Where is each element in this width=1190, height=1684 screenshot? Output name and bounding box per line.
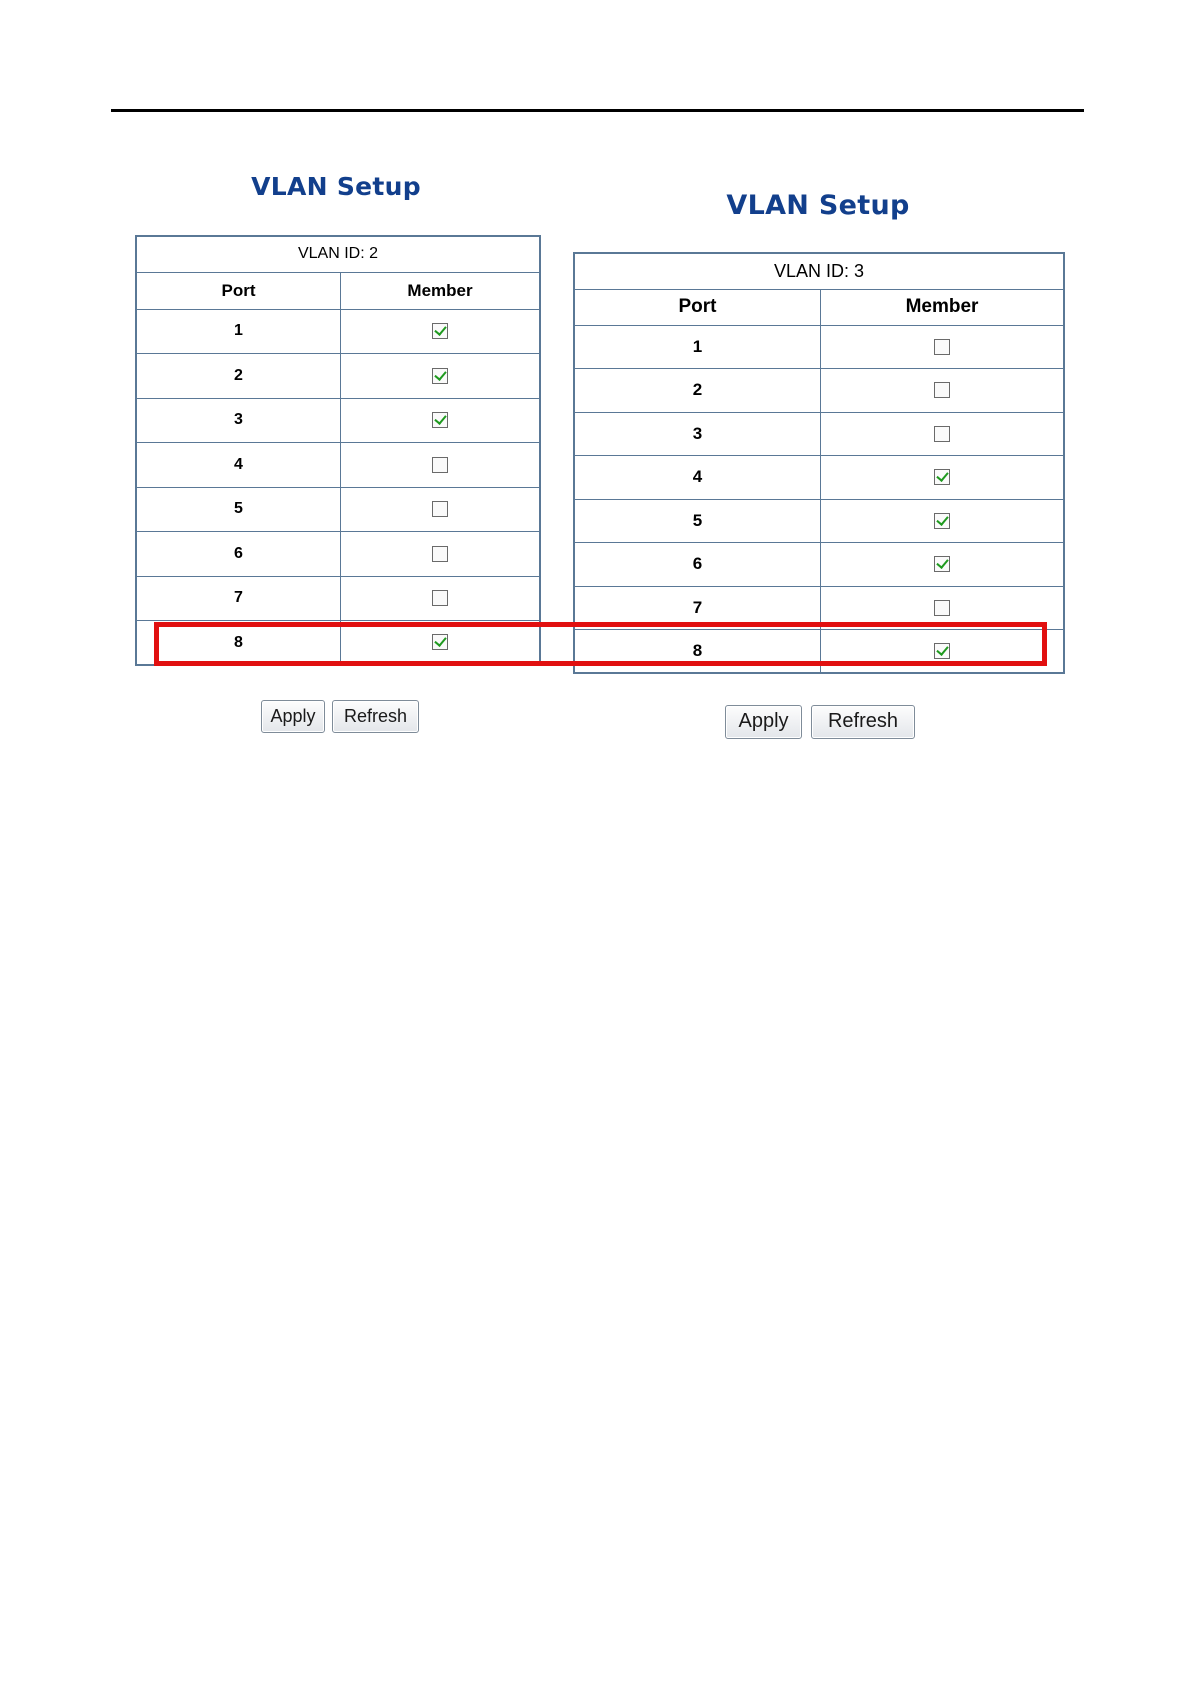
apply-button[interactable]: Apply — [725, 705, 802, 739]
member-cell — [341, 309, 541, 354]
member-cell — [821, 412, 1065, 456]
member-cell — [341, 576, 541, 621]
port-row — [136, 398, 540, 443]
member-checkbox[interactable] — [934, 382, 950, 398]
member-checkbox[interactable] — [934, 339, 950, 355]
port-number: 2 — [136, 354, 341, 399]
port-row — [136, 354, 540, 399]
member-checkbox[interactable] — [432, 412, 448, 428]
port-number: 6 — [574, 543, 821, 587]
member-checkbox[interactable] — [432, 546, 448, 562]
port-row — [574, 325, 1064, 369]
apply-button[interactable]: Apply — [261, 700, 325, 733]
port-8-highlight-box — [154, 622, 1047, 666]
member-cell — [341, 398, 541, 443]
vlan-member-table — [135, 235, 541, 666]
port-number: 8 — [136, 621, 341, 666]
refresh-button[interactable]: Refresh — [811, 705, 915, 739]
member-checkbox[interactable] — [934, 600, 950, 616]
member-checkbox[interactable] — [934, 556, 950, 572]
port-number: 4 — [574, 456, 821, 500]
port-row — [136, 487, 540, 532]
port-column-header: Port — [136, 272, 341, 309]
member-checkbox[interactable] — [432, 590, 448, 606]
vlan-member-table — [573, 252, 1065, 674]
member-cell — [341, 354, 541, 399]
member-cell — [821, 543, 1065, 587]
member-checkbox[interactable] — [432, 368, 448, 384]
member-checkbox[interactable] — [934, 469, 950, 485]
member-cell — [821, 325, 1065, 369]
port-number: 3 — [574, 412, 821, 456]
port-row — [574, 543, 1064, 587]
vlan-id-label: VLAN ID: 3 — [574, 253, 1064, 289]
port-column-header: Port — [574, 289, 821, 325]
port-number: 6 — [136, 532, 341, 577]
member-cell — [341, 532, 541, 577]
port-number: 5 — [574, 499, 821, 543]
port-row — [574, 499, 1064, 543]
port-row — [136, 443, 540, 488]
top-divider-line — [111, 109, 1084, 112]
member-column-header: Member — [821, 289, 1065, 325]
member-checkbox[interactable] — [432, 501, 448, 517]
port-row — [136, 309, 540, 354]
port-row — [574, 456, 1064, 500]
port-number: 3 — [136, 398, 341, 443]
port-row — [136, 532, 540, 577]
vlan-id-label: VLAN ID: 2 — [136, 236, 540, 272]
port-number: 8 — [574, 630, 821, 674]
member-cell — [341, 443, 541, 488]
member-checkbox[interactable] — [934, 513, 950, 529]
page-title: VLAN Setup — [726, 190, 910, 221]
port-number: 7 — [574, 586, 821, 630]
member-checkbox[interactable] — [432, 457, 448, 473]
refresh-button[interactable]: Refresh — [332, 700, 419, 733]
member-cell — [821, 499, 1065, 543]
member-column-header: Member — [341, 272, 541, 309]
port-number: 7 — [136, 576, 341, 621]
port-number: 4 — [136, 443, 341, 488]
port-row — [574, 369, 1064, 413]
port-number: 1 — [574, 325, 821, 369]
port-number: 2 — [574, 369, 821, 413]
page-title: VLAN Setup — [251, 172, 421, 201]
port-number: 1 — [136, 309, 341, 354]
port-row — [574, 412, 1064, 456]
port-row — [136, 576, 540, 621]
member-cell — [821, 369, 1065, 413]
port-number: 5 — [136, 487, 341, 532]
member-checkbox[interactable] — [934, 426, 950, 442]
member-cell — [341, 487, 541, 532]
member-cell — [821, 456, 1065, 500]
member-checkbox[interactable] — [432, 323, 448, 339]
